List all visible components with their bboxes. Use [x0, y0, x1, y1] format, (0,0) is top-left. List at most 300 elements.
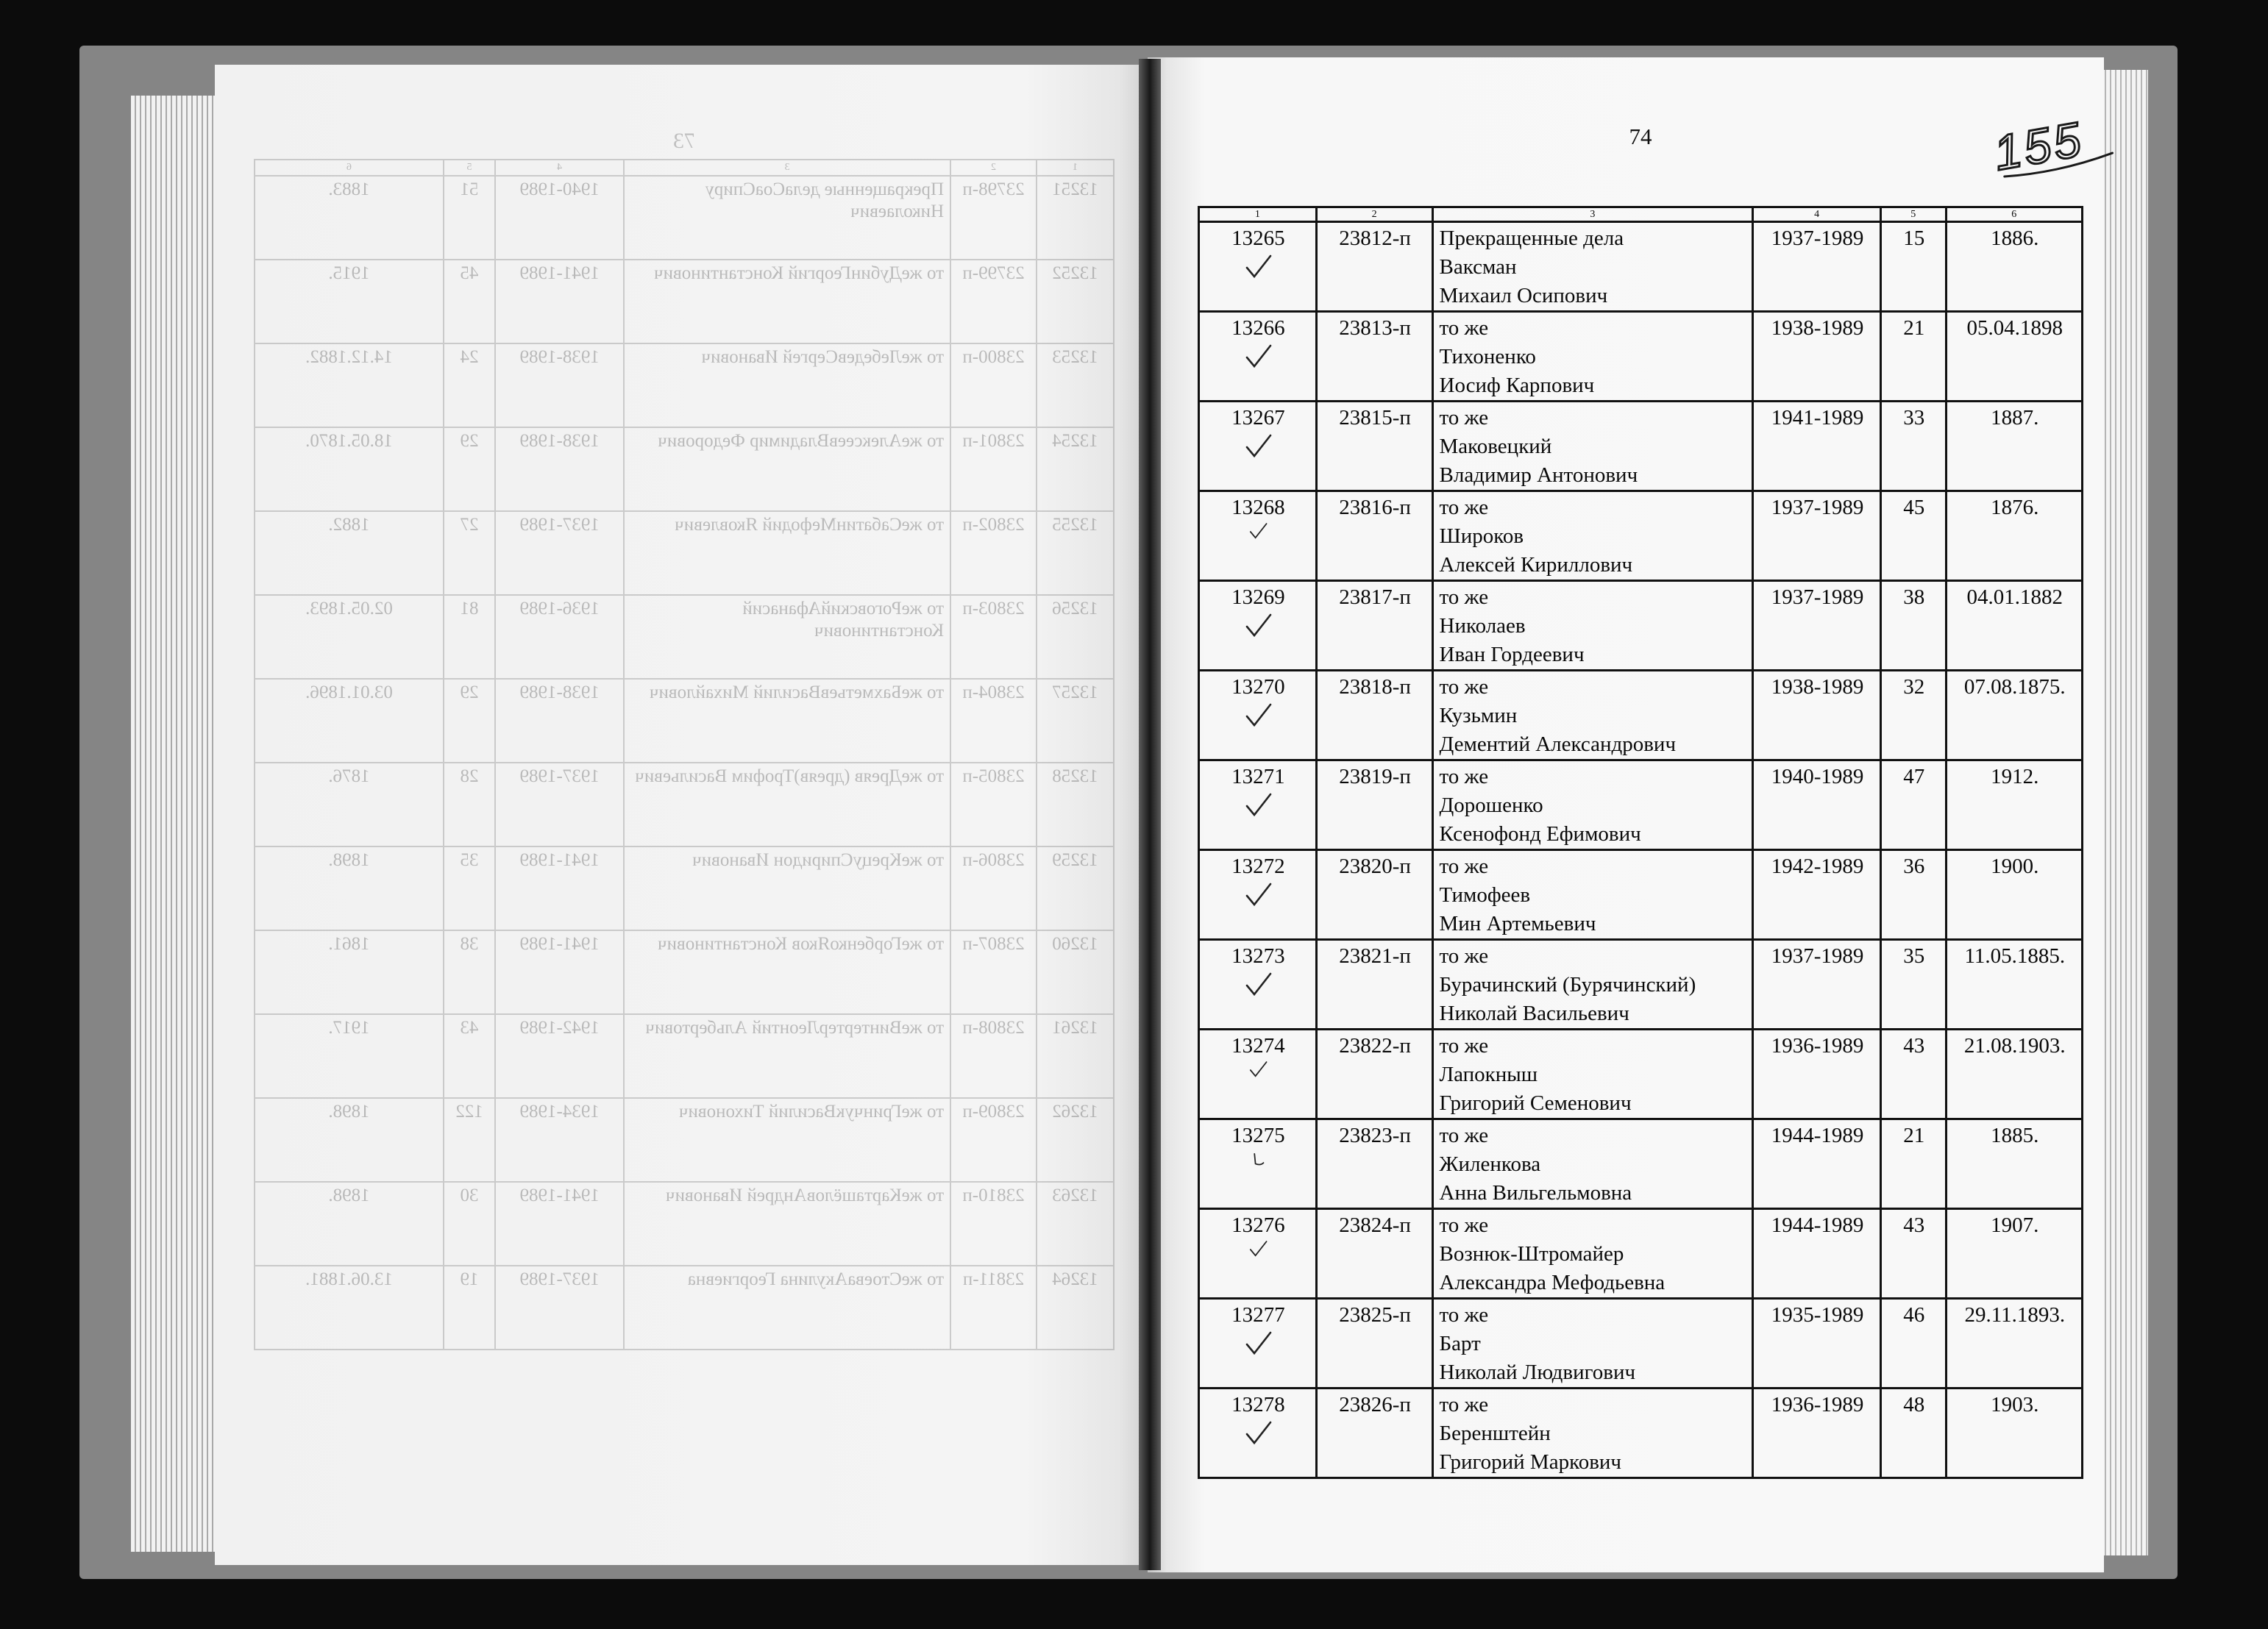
first-and-patronymic-name: Владимир Федорович: [658, 431, 830, 451]
date-range: 1941-1989: [495, 930, 624, 1014]
first-and-patronymic-name: Леонтий Альбертович: [645, 1018, 820, 1038]
inventory-number-cell: [1037, 427, 1114, 511]
table-row: [1199, 222, 2083, 312]
case-file-number: 23825-п: [1316, 1299, 1432, 1389]
date-range: 1936-1989: [495, 595, 624, 679]
date-range: 1944-1989: [1753, 1209, 1881, 1299]
checkmark-icon: [1245, 1238, 1270, 1261]
case-file-number: 23803-п: [950, 595, 1037, 679]
left-column-number: 6: [255, 160, 444, 176]
sheet-count: 33: [1880, 402, 1946, 491]
sheet-count: 51: [444, 176, 495, 260]
date-range: 1941-1989: [495, 1182, 624, 1266]
case-description-cell: [624, 427, 950, 511]
sheet-count: 38: [1880, 581, 1946, 671]
sheet-count: 48: [1880, 1389, 1946, 1478]
case-category: то же: [1439, 1213, 1489, 1237]
surname: Тимофеев: [1439, 883, 1531, 907]
checkmark-icon: [1240, 341, 1276, 374]
date-range: 1937-1989: [495, 1266, 624, 1350]
case-category: то же: [901, 934, 945, 954]
inventory-number: 13269: [1231, 585, 1285, 609]
surname: Алексеев: [829, 431, 902, 451]
surname: Соа: [755, 179, 786, 199]
case-description-cell: [1432, 1299, 1753, 1389]
inventory-number-cell: [1199, 222, 1317, 312]
sheet-count: 19: [444, 1266, 495, 1350]
case-file-number: 23798-п: [950, 176, 1037, 260]
date-range: 1942-1989: [495, 1014, 624, 1098]
case-file-number: 23822-п: [1316, 1030, 1432, 1119]
date-range: 1937-1989: [1753, 222, 1881, 312]
first-and-patronymic-name: Трофим Васильевич: [635, 766, 794, 786]
inventory-number-cell: [1199, 1209, 1317, 1299]
table-row: [255, 1098, 1114, 1182]
case-description-cell: [1432, 222, 1753, 312]
inventory-number: 13253: [1052, 347, 1098, 367]
left-column-number-row: [255, 160, 1114, 176]
case-file-number: 23809-п: [950, 1098, 1037, 1182]
date-range: 1938-1989: [495, 679, 624, 763]
inventory-number: 13277: [1231, 1303, 1285, 1327]
inventory-number-cell: [1199, 581, 1317, 671]
inventory-number: 13252: [1052, 263, 1098, 283]
surname: Дреяв (дреяв): [794, 766, 902, 786]
surname: Маковецкий: [1439, 435, 1552, 458]
inventory-number-cell: [1199, 671, 1317, 760]
surname: Ваксман: [1439, 255, 1517, 279]
right-column-number: 2: [1316, 207, 1432, 222]
case-description-cell: [1432, 1119, 1753, 1209]
right-page-number: 74: [1629, 124, 1652, 149]
case-description-cell: [624, 930, 950, 1014]
inventory-number: 13276: [1231, 1213, 1285, 1237]
left-page-register-table: [254, 159, 1115, 1350]
surname: Николаев: [1439, 614, 1526, 638]
case-category: то же: [901, 263, 945, 283]
sheet-count: 21: [1880, 1119, 1946, 1209]
first-and-patronymic-name: Григорий Семенович: [1439, 1091, 1632, 1115]
surname: Беренштейн: [1439, 1422, 1551, 1445]
table-row: [255, 1182, 1114, 1266]
table-row: [1199, 940, 2083, 1030]
case-file-number: 23805-п: [950, 763, 1037, 846]
left-column-number: 5: [444, 160, 495, 176]
table-row: [255, 343, 1114, 427]
birth-date: 18.05.1870.: [255, 427, 444, 511]
surname: Стоева: [847, 1269, 902, 1289]
table-row: [255, 511, 1114, 595]
first-and-patronymic-name: Ксенофонд Ефимович: [1439, 822, 1641, 846]
case-category: Прекращенные дела: [785, 179, 945, 199]
sheet-count: 43: [1880, 1209, 1946, 1299]
case-category: то же: [901, 850, 945, 870]
surname: Бурачинский (Бурячинский): [1439, 973, 1696, 997]
case-description-cell: [624, 1014, 950, 1098]
inventory-number: 13274: [1231, 1034, 1285, 1058]
date-range: 1937-1989: [1753, 491, 1881, 581]
case-category: то же: [901, 682, 945, 702]
checkmark-icon: [1240, 790, 1276, 822]
inventory-number-cell: [1037, 679, 1114, 763]
table-row: [255, 595, 1114, 679]
inventory-number-cell: [1199, 1030, 1317, 1119]
inventory-number: 13261: [1052, 1018, 1098, 1038]
inventory-number: 13271: [1231, 765, 1285, 788]
inventory-number-cell: [1037, 1266, 1114, 1350]
birth-date: 1915.: [255, 260, 444, 343]
case-description-cell: [624, 1098, 950, 1182]
surname: Вознюк-Штромайер: [1439, 1242, 1624, 1266]
surname: Сабатин: [836, 515, 902, 535]
checkmark-icon: [1245, 1059, 1270, 1081]
case-description-cell: [1432, 850, 1753, 940]
table-row: [255, 1014, 1114, 1098]
sheet-count: 24: [444, 343, 495, 427]
surname: Винтертер: [819, 1018, 902, 1038]
surname: Широков: [1439, 524, 1524, 548]
birth-date: 1882.: [255, 511, 444, 595]
birth-date: 04.01.1882: [1946, 581, 2082, 671]
date-range: 1937-1989: [1753, 581, 1881, 671]
birth-date: 1876.: [255, 763, 444, 846]
right-page-register-table: [1198, 206, 2083, 1479]
birth-date: 1900.: [1946, 850, 2082, 940]
case-category: то же: [1439, 1393, 1489, 1416]
table-row: [255, 763, 1114, 846]
table-row: [255, 679, 1114, 763]
right-column-number: 1: [1199, 207, 1317, 222]
case-description-cell: [1432, 940, 1753, 1030]
first-and-patronymic-name: Георгий Константинович: [654, 263, 851, 283]
first-and-patronymic-name: Григорий Маркович: [1439, 1450, 1621, 1474]
inventory-number-cell: [1037, 176, 1114, 260]
first-and-patronymic-name: Сергей Иванович: [701, 347, 839, 367]
case-description-cell: [624, 1182, 950, 1266]
case-category: то же: [901, 599, 945, 619]
case-category: то же: [901, 1102, 945, 1122]
sheet-count: 32: [1880, 671, 1946, 760]
inventory-number: 13262: [1052, 1102, 1098, 1122]
checkmark-icon: [1240, 610, 1276, 643]
first-and-patronymic-name: Афанасий Константинович: [742, 599, 945, 641]
case-description-cell: [624, 511, 950, 595]
checkmark-icon: [1245, 1149, 1270, 1171]
case-file-number: 23823-п: [1316, 1119, 1432, 1209]
date-range: 1936-1989: [1753, 1389, 1881, 1478]
table-row: [255, 1266, 1114, 1350]
surname: Лебедев: [838, 347, 902, 367]
case-description-cell: [1432, 671, 1753, 760]
right-column-number: 3: [1432, 207, 1753, 222]
case-file-number: 23807-п: [950, 930, 1037, 1014]
case-description-cell: [624, 763, 950, 846]
birth-date: 14.12.1882.: [255, 343, 444, 427]
case-category: то же: [1439, 585, 1489, 609]
sheet-count: 29: [444, 427, 495, 511]
sheet-count: 27: [444, 511, 495, 595]
inventory-number-cell: [1199, 491, 1317, 581]
first-and-patronymic-name: Алексей Кириллович: [1439, 553, 1633, 577]
case-category: Прекращенные дела: [1439, 227, 1624, 250]
inventory-number-cell: [1037, 511, 1114, 595]
case-category: то же: [1439, 1124, 1489, 1147]
table-row: [1199, 1119, 2083, 1209]
inventory-number: 13273: [1231, 944, 1285, 968]
case-file-number: 23817-п: [1316, 581, 1432, 671]
case-category: то же: [901, 515, 945, 535]
case-description-cell: [624, 343, 950, 427]
sheet-count: 35: [1880, 940, 1946, 1030]
case-file-number: 23810-п: [950, 1182, 1037, 1266]
case-category: то же: [1439, 855, 1489, 878]
first-and-patronymic-name: Андрей Иванович: [665, 1186, 807, 1205]
sheet-count: 122: [444, 1098, 495, 1182]
inventory-number: 13264: [1052, 1269, 1098, 1289]
sheet-count: 46: [1880, 1299, 1946, 1389]
table-row: [255, 427, 1114, 511]
table-row: [1199, 850, 2083, 940]
checkmark-icon: [1240, 969, 1276, 1002]
birth-date: 21.08.1903.: [1946, 1030, 2082, 1119]
inventory-number: 13260: [1052, 934, 1098, 954]
table-row: [255, 846, 1114, 930]
inventory-number-cell: [1199, 1119, 1317, 1209]
inventory-number-cell: [1037, 1182, 1114, 1266]
first-and-patronymic-name: Василий Михайлович: [649, 682, 821, 702]
first-and-patronymic-name: Спиридон Иванович: [692, 850, 853, 870]
inventory-number: 13265: [1231, 227, 1285, 250]
case-file-number: 23813-п: [1316, 312, 1432, 402]
date-range: 1940-1989: [1753, 760, 1881, 850]
table-row: [1199, 1209, 2083, 1299]
table-row: [1199, 1389, 2083, 1478]
case-file-number: 23811-п: [950, 1266, 1037, 1350]
birth-date: 1886.: [1946, 222, 2082, 312]
surname: Барт: [1439, 1332, 1481, 1355]
inventory-number: 13278: [1231, 1393, 1285, 1416]
inventory-number-cell: [1037, 846, 1114, 930]
case-description-cell: [1432, 402, 1753, 491]
case-file-number: 23826-п: [1316, 1389, 1432, 1478]
case-file-number: 23801-п: [950, 427, 1037, 511]
case-description-cell: [624, 846, 950, 930]
surname: Горбенко: [830, 934, 902, 954]
inventory-number-cell: [1037, 343, 1114, 427]
birth-date: 1898.: [255, 1182, 444, 1266]
table-row: [1199, 760, 2083, 850]
inventory-number: 13254: [1052, 431, 1098, 451]
inventory-number: 13268: [1231, 496, 1285, 519]
table-row: [1199, 1030, 2083, 1119]
sheet-count: 45: [1880, 491, 1946, 581]
sheet-count: 81: [444, 595, 495, 679]
checkmark-icon: [1240, 1328, 1276, 1361]
case-file-number: 23802-п: [950, 511, 1037, 595]
first-and-patronymic-name: Иван Гордеевич: [1439, 643, 1585, 666]
birth-date: 1907.: [1946, 1209, 2082, 1299]
first-and-patronymic-name: Спиру Николаевич: [705, 179, 945, 221]
sheet-count: 21: [1880, 312, 1946, 402]
date-range: 1937-1989: [495, 763, 624, 846]
date-range: 1941-1989: [495, 846, 624, 930]
checkmark-icon: [1240, 252, 1276, 284]
sheet-count: 28: [444, 763, 495, 846]
surname: Бахметьев: [820, 682, 902, 702]
inventory-number: 13256: [1052, 599, 1098, 619]
surname: Тихоненко: [1439, 345, 1536, 368]
first-and-patronymic-name: Николай Людвигович: [1439, 1361, 1636, 1384]
inventory-number: 13267: [1231, 406, 1285, 429]
right-column-number: 4: [1753, 207, 1881, 222]
date-range: 1940-1989: [495, 176, 624, 260]
left-column-number: 1: [1037, 160, 1114, 176]
case-description-cell: [1432, 491, 1753, 581]
inventory-number: 13263: [1052, 1186, 1098, 1205]
birth-date: 02.05.1893.: [255, 595, 444, 679]
case-description-cell: [1432, 312, 1753, 402]
surname: Кузьмин: [1439, 704, 1518, 727]
first-and-patronymic-name: Владимир Антонович: [1439, 463, 1638, 487]
table-row: [1199, 671, 2083, 760]
case-category: то же: [901, 766, 945, 786]
case-category: то же: [901, 1269, 945, 1289]
left-page-number: 73: [673, 129, 695, 153]
birth-date: 1885.: [1946, 1119, 2082, 1209]
birth-date: 1912.: [1946, 760, 2082, 850]
inventory-number-cell: [1037, 1014, 1114, 1098]
inventory-number: 13270: [1231, 675, 1285, 699]
inventory-number-cell: [1037, 763, 1114, 846]
date-range: 1935-1989: [1753, 1299, 1881, 1389]
date-range: 1941-1989: [495, 260, 624, 343]
birth-date: 03.01.1896.: [255, 679, 444, 763]
table-row: [1199, 312, 2083, 402]
case-description-cell: [1432, 1209, 1753, 1299]
case-category: то же: [901, 1186, 945, 1205]
inventory-number-cell: [1037, 260, 1114, 343]
checkmark-icon: [1240, 700, 1276, 732]
case-category: то же: [1439, 406, 1489, 429]
inventory-number: 13272: [1231, 855, 1285, 878]
inventory-number-cell: [1199, 760, 1317, 850]
page-edges-left: [131, 96, 227, 1552]
table-row: [255, 930, 1114, 1014]
case-description-cell: [1432, 1389, 1753, 1478]
inventory-number: 13257: [1052, 682, 1098, 702]
date-range: 1938-1989: [1753, 312, 1881, 402]
first-and-patronymic-name: Мин Артемьевич: [1439, 912, 1596, 935]
case-file-number: 23821-п: [1316, 940, 1432, 1030]
case-file-number: 23816-п: [1316, 491, 1432, 581]
right-column-number-row: [1199, 207, 2083, 222]
surname: Крецу: [853, 850, 902, 870]
table-row: [1199, 1299, 2083, 1389]
case-category: то же: [1439, 1303, 1489, 1327]
first-and-patronymic-name: Иосиф Карпович: [1439, 374, 1595, 397]
birth-date: 05.04.1898: [1946, 312, 2082, 402]
table-row: [1199, 491, 2083, 581]
birth-date: 13.06.1881.: [255, 1266, 444, 1350]
date-range: 1938-1989: [1753, 671, 1881, 760]
date-range: 1934-1989: [495, 1098, 624, 1182]
case-file-number: 23819-п: [1316, 760, 1432, 850]
inventory-number-cell: [1199, 940, 1317, 1030]
case-category: то же: [1439, 765, 1489, 788]
table-row: [1199, 402, 2083, 491]
sheet-count: 30: [444, 1182, 495, 1266]
inventory-number: 13258: [1052, 766, 1098, 786]
sheet-count: 43: [1880, 1030, 1946, 1119]
surname: Карташёлов: [806, 1186, 902, 1205]
case-category: то же: [1439, 1034, 1489, 1058]
case-category: то же: [901, 347, 945, 367]
first-and-patronymic-name: Мефодий Яковлевич: [675, 515, 837, 535]
birth-date: 1876.: [1946, 491, 2082, 581]
case-category: то же: [901, 1018, 945, 1038]
birth-date: 1903.: [1946, 1389, 2082, 1478]
first-and-patronymic-name: Василий Тихонович: [678, 1102, 836, 1122]
sheet-count: 43: [444, 1014, 495, 1098]
birth-date: 11.05.1885.: [1946, 940, 2082, 1030]
checkmark-icon: [1240, 880, 1276, 912]
first-and-patronymic-name: Акулина Георгиевна: [687, 1269, 848, 1289]
first-and-patronymic-name: Михаил Осипович: [1439, 284, 1608, 307]
inventory-number-cell: [1199, 850, 1317, 940]
surname: Лапокныш: [1439, 1063, 1538, 1086]
inventory-number: 13251: [1052, 179, 1098, 199]
sheet-count: 38: [444, 930, 495, 1014]
inventory-number-cell: [1199, 1389, 1317, 1478]
case-file-number: 23815-п: [1316, 402, 1432, 491]
first-and-patronymic-name: Яков Константинович: [658, 934, 831, 954]
inventory-number: 13259: [1052, 850, 1098, 870]
first-and-patronymic-name: Дементий Александрович: [1439, 732, 1677, 756]
birth-date: 29.11.1893.: [1946, 1299, 2082, 1389]
sheet-count: 45: [444, 260, 495, 343]
birth-date: 07.08.1875.: [1946, 671, 2082, 760]
case-file-number: 23820-п: [1316, 850, 1432, 940]
surname: Гринчук: [836, 1102, 902, 1122]
left-column-number: 2: [950, 160, 1037, 176]
case-description-cell: [1432, 760, 1753, 850]
case-category: то же: [1439, 944, 1489, 968]
inventory-number-cell: [1037, 930, 1114, 1014]
inventory-number-cell: [1199, 402, 1317, 491]
case-file-number: 23818-п: [1316, 671, 1432, 760]
table-row: [255, 176, 1114, 260]
surname: Роговский: [821, 599, 902, 619]
sheet-count: 36: [1880, 850, 1946, 940]
surname: Дорошенко: [1439, 794, 1543, 817]
case-category: то же: [901, 431, 945, 451]
surname: Жиленкова: [1439, 1152, 1541, 1176]
case-file-number: 23808-п: [950, 1014, 1037, 1098]
table-row: [1199, 581, 2083, 671]
birth-date: 1887.: [1946, 402, 2082, 491]
book-gutter: [1139, 59, 1161, 1570]
checkmark-icon: [1245, 521, 1270, 543]
birth-date: 1898.: [255, 1098, 444, 1182]
case-file-number: 23800-п: [950, 343, 1037, 427]
date-range: 1938-1989: [495, 427, 624, 511]
case-description-cell: [1432, 581, 1753, 671]
case-category: то же: [1439, 675, 1489, 699]
case-file-number: 23804-п: [950, 679, 1037, 763]
left-column-number: 4: [495, 160, 624, 176]
inventory-number: 13266: [1231, 316, 1285, 340]
case-category: то же: [1439, 316, 1489, 340]
